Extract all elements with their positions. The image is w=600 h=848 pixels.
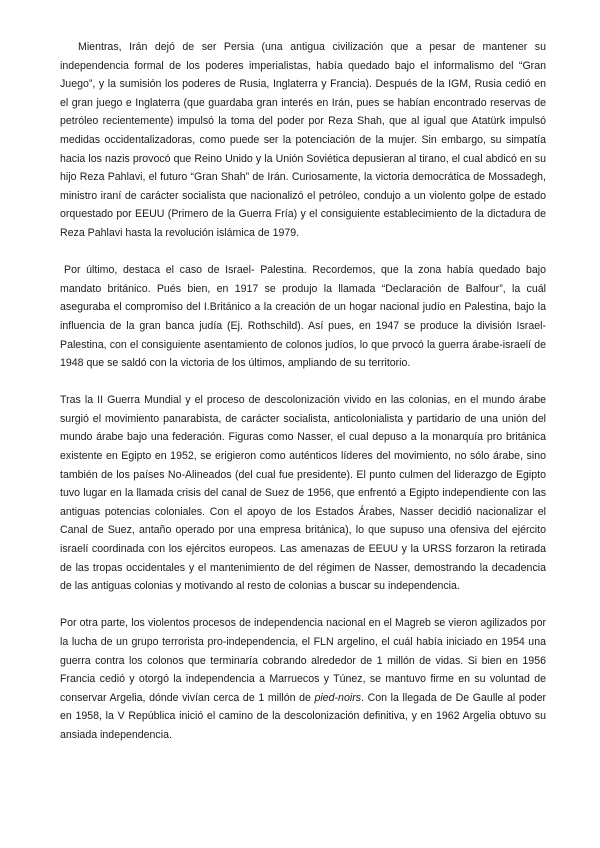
argelia-text-before: Por otra parte, los violentos procesos de independencia nacional en el Magreb se vieron agilizados por la lucha de un grupo terrorista pro-independencia, el FLN argelino, el cuál había iniciado en 1954 una guerra contra los colonos que terminaría cobrando alrededor de 1 millón de vidas. Si bien en 1956 Francia cedió y otorgó la independencia a Marruecos y Túnez, se mantuvo firme en su voluntad de conservar Argelia, dónde vivían cerca de 1 millón de	[60, 617, 546, 704]
paragraph-nasser-suez: Tras la II Guerra Mundial y el proceso de descolonización vivido en las colonias, en el mundo árabe surgió el movimiento panarabista, de carácter socialista, anticolonialista y partidario de una unión del mundo árabe bajo una federación. Figuras como Nasser, el cual depuso a la monarquía pro británica existente en Egipto en 1952, se erigieron como auténticos líderes del movimiento, no sólo árabe, sino también de los países No-Alineados (del cual fue presidente). El punto culmen del liderazgo de Egipto tuvo lugar en la llamada crisis del canal de Suez de 1956, que enfrentó a Egipto independiente con las antiguas potencias coloniales. Con el apoyo de los Estados Árabes, Nasser decidió nacionalizar el Canal de Suez, antaño operado por una empresa británica), lo que supuso una ofensiva del ejército israelí coordinada con los ejércitos europeos. Las amenazas de EEUU y la URSS forzaron la retirada de las tropas occidentales y el mantenimiento de del régimen de Nasser, demostrando la decadencia de las antiguas colonias y motivando al resto de colonias a buscar su independencia.	[60, 394, 546, 593]
paragraph-argelia	[60, 614, 546, 744]
paragraph-iran: Mientras, Irán dejó de ser Persia (una antigua civilización que a pesar de mantener su independencia formal de los poderes imperialistas, había quedado bajo el informalismo del “Gran Juego”, y la sumisión los poderes de Rusia, Inglaterra y Francia). Después de la IGM, Rusia cedió en el gran juego e Inglaterra (que guardaba gran interés en Irán, pues se habían encontrado reservas de petróleo recientemente) impulsó la toma del poder por Reza Shah, que al igual que Atatürk impulsó medidas occidentalizadoras, como puede ser la potenciación de la mujer. Sin embargo, su simpatía hacia los nazis provocó que Reino Unido y la Unión Soviética depusieran al tirano, el cual abdicó en su hijo Reza Pahlavi, el futuro “Gran Shah” de Irán. Curiosamente, la victoria democrática de Mossadegh, ministro iraní de carácter socialista que nacionalizó el petróleo, condujo a un violento golpe de estado orquestado por EEUU (Primero de la Guerra Fría) y el consiguiente establecimiento de la dictadura de Reza Pahlavi hasta la revolución islámica de 1979.	[60, 41, 546, 239]
argelia-italic-term: pied-noirs	[314, 691, 362, 704]
paragraph-israel-palestina: Por último, destaca el caso de Israel- Palestina. Recordemos, que la zona había quedado bajo mandato británico. Pués bien, en 1917 se produjo la llamada “Declaración de Balfour”, la cuál aseguraba el compromiso del I.Británico a la creación de un hogar nacional judío en Palestina, bajo la influencia de la gran banca judía (Ej. Rothschild). Así pues, en 1947 se produce la división Israel-Palestina, con el consiguiente asentamiento de colonos judíos, lo que prvocó la guerra árabe-israelí de 1948 que se saldó con la victoria de los últimos, ampliando de su territorio.	[60, 264, 546, 370]
document-page	[60, 38, 546, 763]
argelia-text-after: . Con la llegada de De Gaulle al poder en 1958, la V República inició el camino de la descolonización definitiva, y en 1962 Argelia obtuvo su ansiada independencia.	[60, 691, 546, 741]
